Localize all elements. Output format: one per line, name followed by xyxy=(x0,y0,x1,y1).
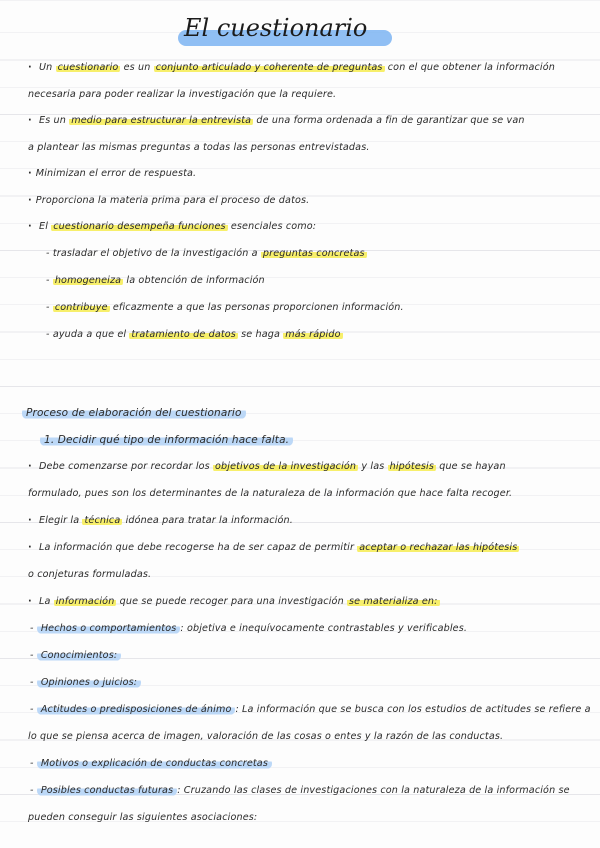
bullet-funciones: · El cuestionario desempeña funciones esenciales como: xyxy=(28,221,316,232)
bullet-minimizan: · Minimizan el error de respuesta. xyxy=(28,168,196,179)
bullet-materializa: · La información que se puede recoger para una investigación se materializa en: xyxy=(28,596,440,607)
title-block xyxy=(178,14,373,48)
type-conductas-futuras-cont: pueden conseguir las siguientes asociaciones: xyxy=(28,812,258,823)
type-actitudes-cont: lo que se piensa acerca de imagen, valoración de las cosas o entes y la razón de las conductas. xyxy=(28,731,504,742)
bullet-hipotesis-cont: o conjeturas formuladas. xyxy=(28,569,152,580)
bullet-definition: · Un cuestionario es un conjunto articulado y coherente de preguntas con el que obtener la información xyxy=(28,62,555,73)
type-conductas-futuras: - Posibles conductas futuras : Cruzando las clases de investigaciones con la naturaleza de la información se xyxy=(30,785,570,796)
section-heading: Proceso de elaboración del cuestionario xyxy=(22,407,246,419)
step-1-heading: 1. Decidir qué tipo de información hace falta. xyxy=(40,434,293,446)
function-trasladar: - trasladar el objetivo de la investigación a preguntas concretas xyxy=(46,248,367,259)
bullet-hipotesis: · La información que debe recogerse ha de ser capaz de permitir aceptar o rechazar las hipótesis xyxy=(28,542,519,553)
function-ayuda: - ayuda a que el tratamiento de datos se haga más rápido xyxy=(46,329,343,340)
type-conocimientos: - Conocimientos: xyxy=(30,650,121,661)
page-title: El cuestionario xyxy=(184,14,368,42)
type-actitudes: - Actitudes o predisposiciones de ánimo : La información que se busca con los estudios de actitudes se refiere a xyxy=(30,704,591,715)
bullet-proporciona: · Proporciona la materia prima para el proceso de datos. xyxy=(28,195,309,206)
function-contribuye: - contribuye eficazmente a que las personas proporcionen información. xyxy=(46,302,404,313)
bullet-objetivos-cont: formulado, pues son los determinantes de la naturaleza de la información que hace falta recoger. xyxy=(28,488,513,499)
type-opiniones: - Opiniones o juicios: xyxy=(30,677,141,688)
bullet-medio: · Es un medio para estructurar la entrevista de una forma ordenada a fin de garantizar que se van xyxy=(28,115,525,126)
bullet-definition-cont: necesaria para poder realizar la investigación que la requiere. xyxy=(28,89,337,100)
bullet-tecnica: · Elegir la técnica idónea para tratar la información. xyxy=(28,515,293,526)
function-homogeneiza: - homogeneiza la obtención de información xyxy=(46,275,265,286)
bullet-objetivos: · Debe comenzarse por recordar los objetivos de la investigación y las hipótesis que se hayan xyxy=(28,461,506,472)
type-motivos: - Motivos o explicación de conductas concretas xyxy=(30,758,272,769)
type-hechos: - Hechos o comportamientos : objetiva e inequívocamente contrastables y verificables. xyxy=(30,623,467,634)
bullet-medio-cont: a plantear las mismas preguntas a todas las personas entrevistadas. xyxy=(28,142,370,153)
